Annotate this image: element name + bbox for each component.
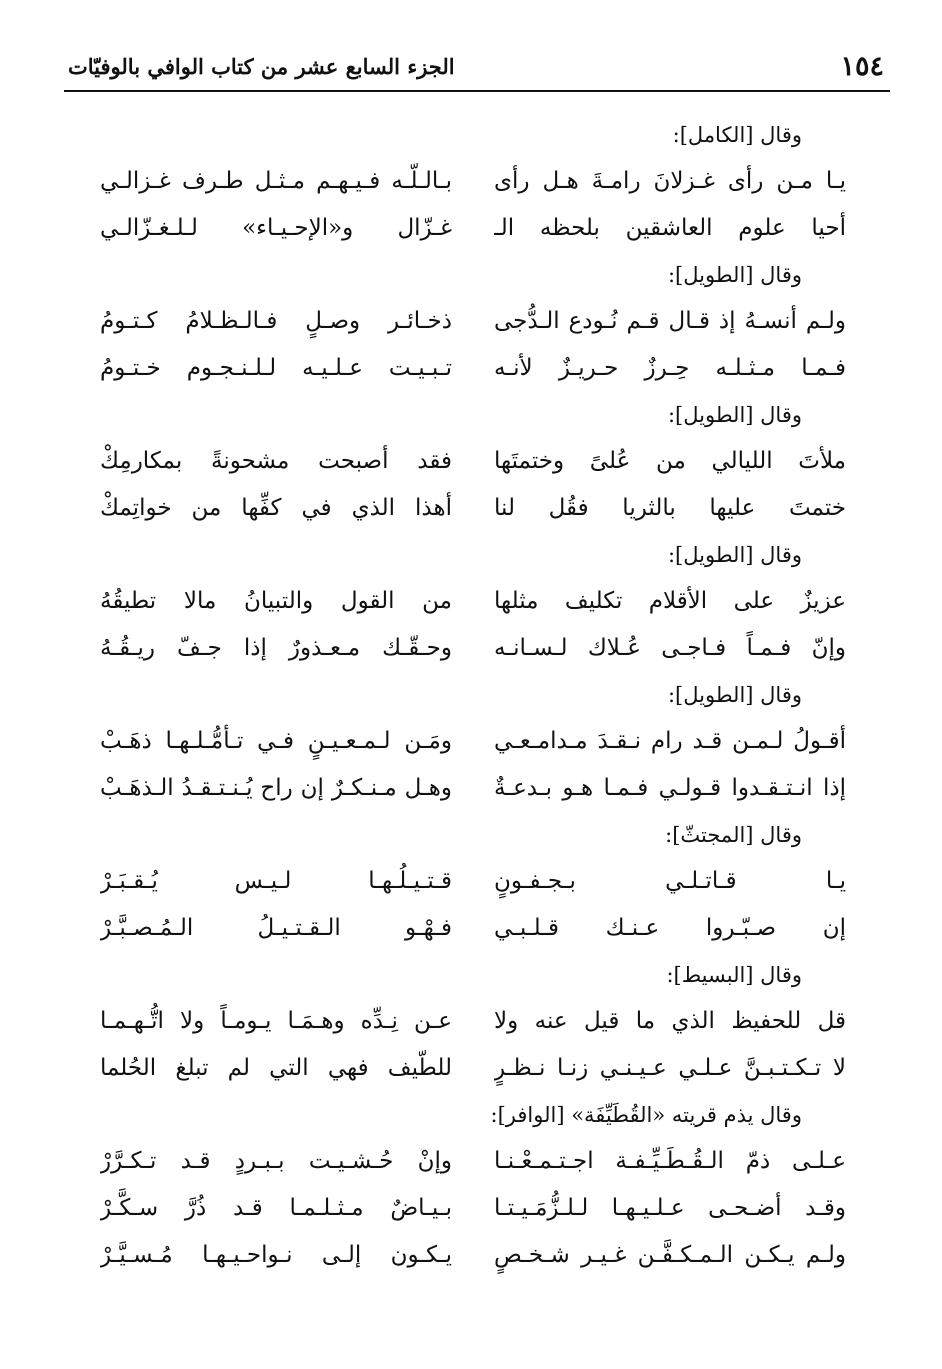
first-hemistich: عزيزٌ على الأقلام تكليف مثلها [494, 588, 846, 614]
poem-section [100, 1092, 846, 1279]
poem-section [100, 392, 846, 532]
poem-section [100, 952, 846, 1092]
second-hemistich: وهـل مـنـكـرٌ إن راح يُـنـتـقـدُ الـذهَـبْ [100, 775, 452, 801]
poem-intro: وقال [الطويل]: [667, 683, 802, 707]
second-hemistich: وإنْ حُـشـيـت بـبـردٍ قـد تـكـرَّرْ [100, 1148, 452, 1174]
first-hemistich: ولـم يـكـن الـمـكـفَّـن غـيـر شـخـصٍ [494, 1242, 846, 1268]
poem-section [100, 252, 846, 392]
first-hemistich: ختمتَ عليها بالثريا فقُل لنا [494, 495, 846, 521]
poem-intro: وقال [البسيط]: [666, 963, 802, 987]
second-hemistich: ومَـن لـمـعـيـنٍ فـي تـأمُّـلـهـا ذهَـبْ [100, 728, 452, 754]
verse-line [100, 438, 846, 485]
second-hemistich: عـن نِـدِّه وهـمَـا يـومـاً ولا اتُّـهـمـا [100, 1008, 452, 1034]
first-hemistich: أحيا علوم العاشقين بلحظه الـ [494, 215, 846, 241]
poem-section [100, 532, 846, 672]
first-hemistich: فـمـا مـثـلـه حِـرزٌ حـريـزٌ لأنـه [494, 355, 846, 381]
verse-line [100, 905, 846, 952]
verse-line [100, 718, 846, 765]
first-hemistich: قل للحفيظ الذي ما قيل عنه ولا [494, 1008, 846, 1034]
verse-line [100, 998, 846, 1045]
verse-line [100, 298, 846, 345]
verse-line [100, 625, 846, 672]
poem-intro: وقال يذم قريته «القُطَيِّفَة» [الوافر]: [490, 1103, 802, 1127]
first-hemistich: وإنّ فـمـاً فـاجـى عُـلاك لـسـانـه [494, 635, 846, 661]
verse-line [100, 1138, 846, 1185]
first-hemistich: ملأتَ الليالي من عُلىً وختمتَها [494, 448, 846, 474]
running-title: الجزء السابع عشر من كتاب الوافي بالوفيّات [68, 53, 455, 79]
poetry-body [100, 112, 846, 1279]
second-hemistich: تـبـيـت عـلـيـه لـلـنـجـوم خـتـومُ [100, 355, 452, 381]
first-hemistich: إذا انـتـقـدوا قـولـي فـمـا هـو بـدعـةٌ [494, 775, 846, 801]
poem-intro: وقال [الطويل]: [667, 263, 802, 287]
verse-line [100, 1045, 846, 1092]
verse-line [100, 578, 846, 625]
verse-line [100, 345, 846, 392]
second-hemistich: أهذا الذي في كفِّها من خواتِمكْ [100, 495, 452, 521]
poem-section [100, 112, 846, 252]
verse-line [100, 858, 846, 905]
second-hemistich: فـهْـو الـقـتـيـلُ الـمُـصـبَّـرْ [100, 915, 452, 941]
second-hemistich: غـزّال و«الإحـيـاء» لـلـغـزّالـي [100, 215, 452, 241]
verse-line [100, 485, 846, 532]
first-hemistich: عـلـى ذمّ الـقُـطَـيِّـفـة اجـتـمـعْـنـا [494, 1148, 846, 1174]
verse-line [100, 1185, 846, 1232]
second-hemistich: من القول والتبيانُ مالا تطيقُهُ [100, 588, 452, 614]
verse-line [100, 1232, 846, 1279]
poem-intro: وقال [الكامل]: [672, 123, 802, 147]
poem-section [100, 812, 846, 952]
first-hemistich: إن صـبّـروا عـنـك قـلـبـي [494, 915, 846, 941]
verse-line [100, 205, 846, 252]
second-hemistich: وحـقّـك مـعـذورٌ إذا جـفّ ريـقُـهُ [100, 635, 452, 661]
verse-line [100, 765, 846, 812]
poem-intro: وقال [الطويل]: [667, 543, 802, 567]
poem-intro: وقال [الطويل]: [667, 403, 802, 427]
first-hemistich: أقـولُ لـمـن قـد رام نـقـدَ مـدامـعـي [494, 728, 846, 754]
page-number: ١٥٤ [840, 50, 884, 82]
verse-line [100, 158, 846, 205]
second-hemistich: قـتـيـلُـهـا لـيـس يُـقـبَـرْ [100, 868, 452, 894]
second-hemistich: بـالـلّـه فـيـهـم مـثـل طـرف غـزالـي [100, 168, 452, 194]
first-hemistich: لا تـكـتـبـنَّ عـلـي عـيـنـي زنـا نـظـرٍ [494, 1055, 846, 1081]
page-header [64, 42, 890, 92]
second-hemistich: يـكـون إلـى نـواحـيـهـا مُـسـيَّـرْ [100, 1242, 452, 1268]
poem-intro: وقال [المجتثّ]: [665, 823, 802, 847]
first-hemistich: يـا مـن رأى غـزلانَ رامـةَ هـل رأى [494, 168, 846, 194]
second-hemistich: فقد أصبحت مشحونةً بمكارمِكْ [100, 448, 452, 474]
first-hemistich: وقـد أضـحـى عـلـيـهـا لـلـزُّمَـيـتـا [494, 1195, 846, 1221]
second-hemistich: للطّيف فهي التي لم تبلغ الحُلما [100, 1055, 452, 1081]
poem-section [100, 672, 846, 812]
second-hemistich: بـيـاضٌ مـثـلـمـا قـد ذُرَّ سـكَّـرْ [100, 1195, 452, 1221]
first-hemistich: ولـم أنسـهُ إذ قـال قـم نُـودع الـدُّجى [494, 308, 846, 334]
second-hemistich: ذخـائـر وصـلٍ فـالـظـلامُ كـتـومُ [100, 308, 452, 334]
first-hemistich: يـا قـاتـلـي بـجـفـونٍ [494, 868, 846, 894]
